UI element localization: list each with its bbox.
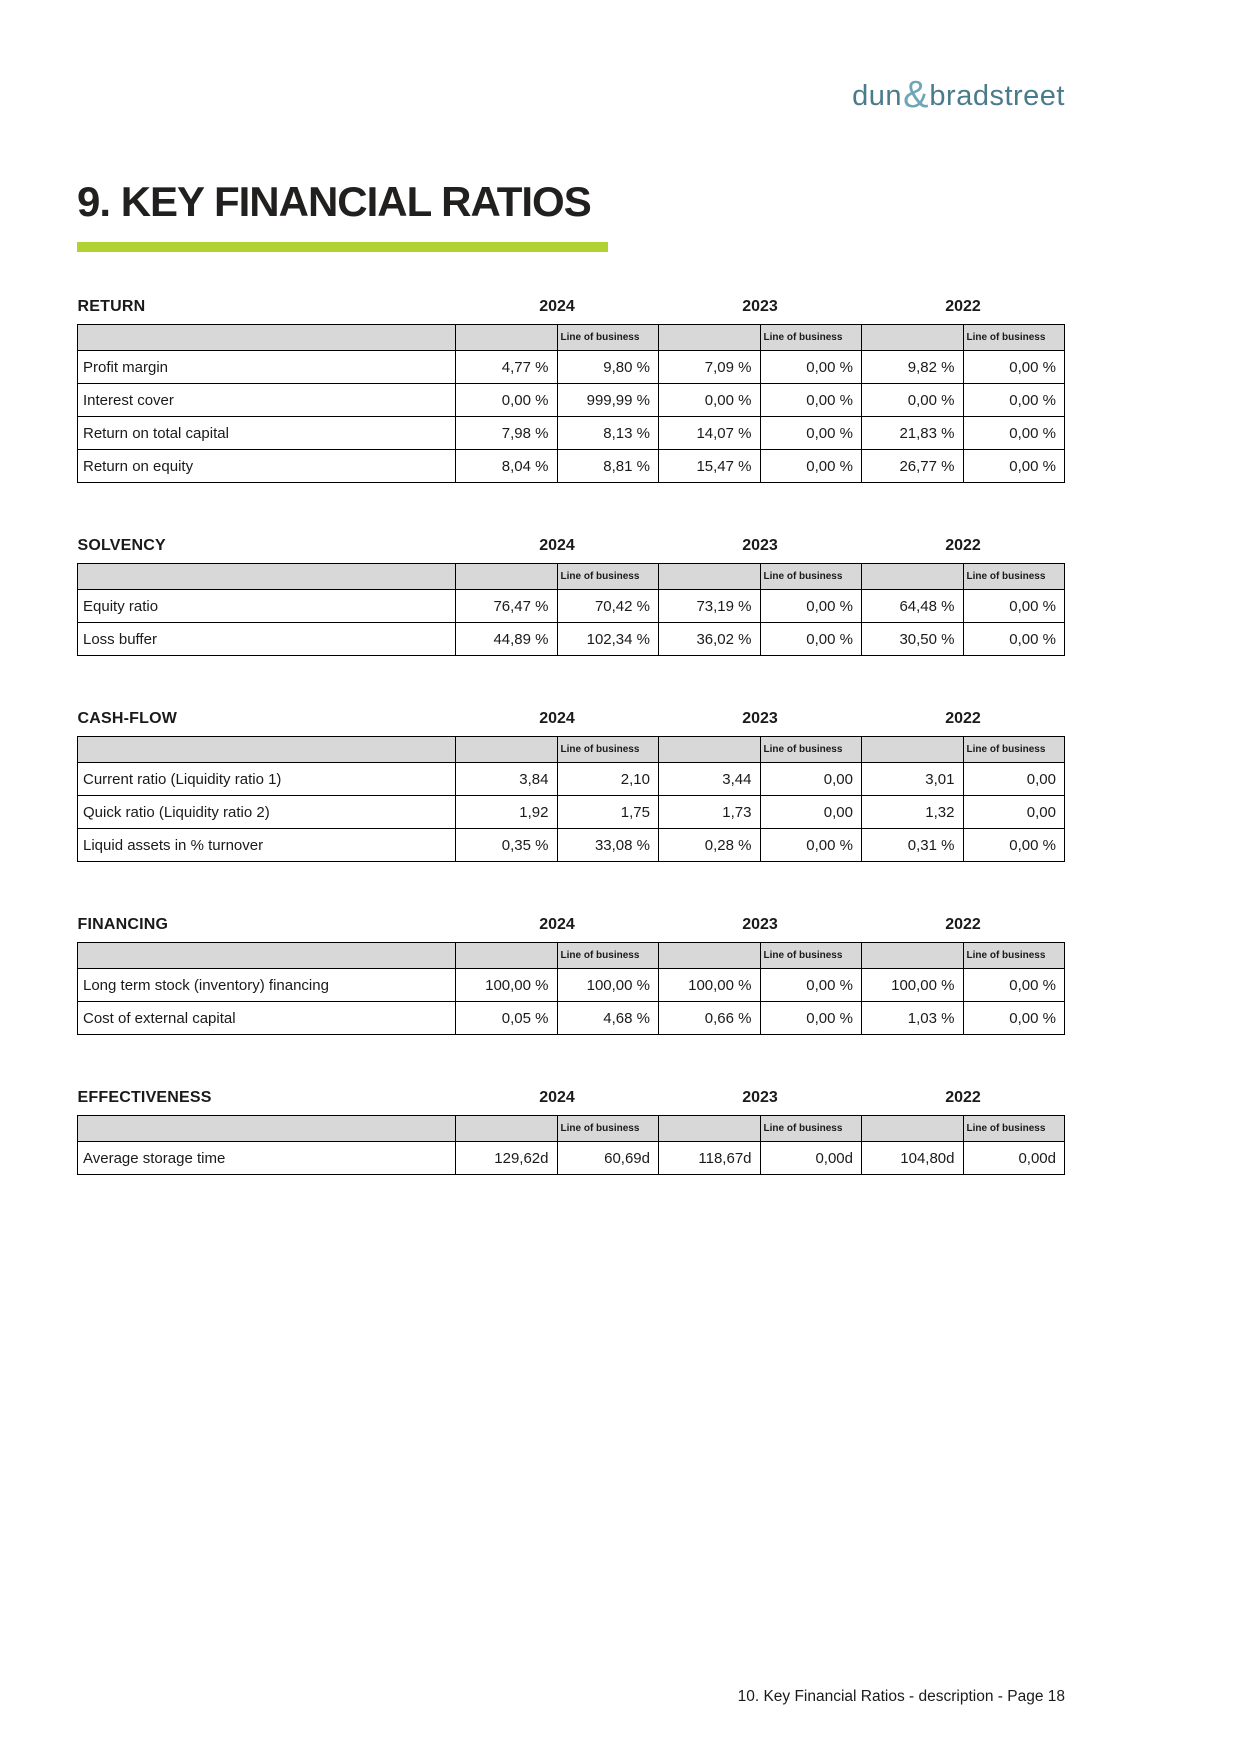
value-cell: 0,00 % <box>760 384 862 417</box>
value-cell: 129,62d <box>456 1142 558 1175</box>
blank-header-cell <box>659 1116 761 1142</box>
section-header-row <box>78 916 1065 943</box>
value-cell: 33,08 % <box>557 829 659 862</box>
value-cell: 1,32 <box>862 796 964 829</box>
value-cell: 14,07 % <box>659 417 761 450</box>
year-header: 2023 <box>742 537 778 554</box>
line-of-business-header: Line of business <box>557 325 659 351</box>
table-row <box>78 623 1065 656</box>
value-cell: 0,00 % <box>963 623 1065 656</box>
value-cell: 100,00 % <box>557 969 659 1002</box>
line-of-business-header: Line of business <box>760 325 862 351</box>
year-header: 2022 <box>945 916 981 933</box>
year-header: 2022 <box>945 1089 981 1106</box>
page-title: 9. KEY FINANCIAL RATIOS <box>77 178 591 225</box>
row-label: Loss buffer <box>78 623 456 656</box>
table-row <box>78 1142 1065 1175</box>
value-cell: 0,00 % <box>963 384 1065 417</box>
value-cell: 100,00 % <box>456 969 558 1002</box>
table-row <box>78 590 1065 623</box>
page-footer: 10. Key Financial Ratios - description - Page 18 <box>737 1688 1065 1705</box>
value-cell: 73,19 % <box>659 590 761 623</box>
value-cell: 15,47 % <box>659 450 761 483</box>
value-cell: 0,00 % <box>963 1002 1065 1035</box>
value-cell: 60,69d <box>557 1142 659 1175</box>
value-cell: 8,04 % <box>456 450 558 483</box>
value-cell: 9,80 % <box>557 351 659 384</box>
value-cell: 7,98 % <box>456 417 558 450</box>
blank-header-cell <box>78 564 456 590</box>
line-of-business-header: Line of business <box>963 943 1065 969</box>
blank-header-cell <box>456 737 558 763</box>
year-header: 2024 <box>539 710 575 727</box>
blank-header-cell <box>862 325 964 351</box>
blank-header-cell <box>659 564 761 590</box>
line-of-business-header: Line of business <box>760 1116 862 1142</box>
year-header: 2023 <box>742 298 778 315</box>
value-cell: 4,68 % <box>557 1002 659 1035</box>
year-header: 2023 <box>742 916 778 933</box>
value-cell: 104,80d <box>862 1142 964 1175</box>
line-of-business-header: Line of business <box>557 943 659 969</box>
row-label: Quick ratio (Liquidity ratio 2) <box>78 796 456 829</box>
value-cell: 1,75 <box>557 796 659 829</box>
accent-bar <box>77 242 608 252</box>
value-cell: 0,00 % <box>659 384 761 417</box>
line-of-business-header: Line of business <box>760 737 862 763</box>
column-header-row <box>78 564 1065 590</box>
value-cell: 0,00 <box>963 763 1065 796</box>
logo-word-bradstreet: bradstreet <box>929 80 1065 112</box>
blank-header-cell <box>862 564 964 590</box>
value-cell: 8,81 % <box>557 450 659 483</box>
line-of-business-header: Line of business <box>963 325 1065 351</box>
table-row <box>78 351 1065 384</box>
value-cell: 30,50 % <box>862 623 964 656</box>
value-cell: 3,01 <box>862 763 964 796</box>
value-cell: 0,00 % <box>760 1002 862 1035</box>
value-cell: 100,00 % <box>862 969 964 1002</box>
line-of-business-header: Line of business <box>557 1116 659 1142</box>
value-cell: 0,00 <box>760 763 862 796</box>
value-cell: 64,48 % <box>862 590 964 623</box>
value-cell: 3,84 <box>456 763 558 796</box>
blank-header-cell <box>659 325 761 351</box>
value-cell: 0,00 % <box>760 590 862 623</box>
column-header-row <box>78 325 1065 351</box>
line-of-business-header: Line of business <box>760 564 862 590</box>
value-cell: 9,82 % <box>862 351 964 384</box>
line-of-business-header: Line of business <box>557 564 659 590</box>
line-of-business-header: Line of business <box>963 564 1065 590</box>
dnb-logo <box>852 72 1065 115</box>
blank-header-cell <box>78 325 456 351</box>
blank-header-cell <box>456 1116 558 1142</box>
blank-header-cell <box>78 943 456 969</box>
value-cell: 0,00 % <box>760 417 862 450</box>
row-label: Current ratio (Liquidity ratio 1) <box>78 763 456 796</box>
value-cell: 0,00 % <box>862 384 964 417</box>
table-row <box>78 763 1065 796</box>
year-header: 2022 <box>945 710 981 727</box>
table-row <box>78 384 1065 417</box>
column-header-row <box>78 737 1065 763</box>
value-cell: 0,00 % <box>963 351 1065 384</box>
row-label: Liquid assets in % turnover <box>78 829 456 862</box>
section-title: FINANCING <box>77 916 169 933</box>
section-title: EFFECTIVENESS <box>77 1089 212 1106</box>
value-cell: 0,00d <box>760 1142 862 1175</box>
table-row <box>78 417 1065 450</box>
table-financing <box>77 916 1065 1035</box>
value-cell: 0,00 % <box>963 417 1065 450</box>
value-cell: 70,42 % <box>557 590 659 623</box>
blank-header-cell <box>862 737 964 763</box>
value-cell: 0,66 % <box>659 1002 761 1035</box>
value-cell: 102,34 % <box>557 623 659 656</box>
value-cell: 0,00 <box>963 796 1065 829</box>
section-header-row <box>78 710 1065 737</box>
year-header: 2024 <box>539 1089 575 1106</box>
tables-container <box>77 298 1065 1175</box>
value-cell: 0,00 % <box>760 623 862 656</box>
year-header: 2023 <box>742 710 778 727</box>
year-header: 2022 <box>945 537 981 554</box>
table-row <box>78 829 1065 862</box>
row-label: Return on equity <box>78 450 456 483</box>
blank-header-cell <box>862 943 964 969</box>
value-cell: 0,00 % <box>760 450 862 483</box>
section-title: CASH-FLOW <box>77 710 178 727</box>
ampersand-icon: & <box>903 74 929 116</box>
value-cell: 0,31 % <box>862 829 964 862</box>
value-cell: 1,03 % <box>862 1002 964 1035</box>
section-title: RETURN <box>77 298 146 315</box>
value-cell: 0,00 % <box>963 450 1065 483</box>
row-label: Cost of external capital <box>78 1002 456 1035</box>
blank-header-cell <box>78 737 456 763</box>
logo-row <box>77 72 1065 116</box>
year-header: 2024 <box>539 537 575 554</box>
year-header: 2023 <box>742 1089 778 1106</box>
blank-header-cell <box>659 737 761 763</box>
value-cell: 0,00 % <box>456 384 558 417</box>
value-cell: 1,73 <box>659 796 761 829</box>
value-cell: 2,10 <box>557 763 659 796</box>
blank-header-cell <box>456 943 558 969</box>
line-of-business-header: Line of business <box>963 1116 1065 1142</box>
table-solvency <box>77 537 1065 656</box>
value-cell: 0,00 % <box>760 829 862 862</box>
year-header: 2022 <box>945 298 981 315</box>
logo-word-dun: dun <box>852 80 903 112</box>
value-cell: 8,13 % <box>557 417 659 450</box>
column-header-row <box>78 1116 1065 1142</box>
value-cell: 0,00 % <box>963 590 1065 623</box>
blank-header-cell <box>78 1116 456 1142</box>
value-cell: 0,28 % <box>659 829 761 862</box>
value-cell: 1,92 <box>456 796 558 829</box>
line-of-business-header: Line of business <box>760 943 862 969</box>
value-cell: 118,67d <box>659 1142 761 1175</box>
value-cell: 999,99 % <box>557 384 659 417</box>
table-cash-flow <box>77 710 1065 862</box>
value-cell: 0,05 % <box>456 1002 558 1035</box>
blank-header-cell <box>456 564 558 590</box>
row-label: Interest cover <box>78 384 456 417</box>
value-cell: 7,09 % <box>659 351 761 384</box>
line-of-business-header: Line of business <box>557 737 659 763</box>
value-cell: 76,47 % <box>456 590 558 623</box>
row-label: Long term stock (inventory) financing <box>78 969 456 1002</box>
section-title: SOLVENCY <box>77 537 166 554</box>
value-cell: 36,02 % <box>659 623 761 656</box>
value-cell: 44,89 % <box>456 623 558 656</box>
column-header-row <box>78 943 1065 969</box>
table-effectiveness <box>77 1089 1065 1175</box>
row-label: Profit margin <box>78 351 456 384</box>
line-of-business-header: Line of business <box>963 737 1065 763</box>
value-cell: 0,35 % <box>456 829 558 862</box>
year-header: 2024 <box>539 916 575 933</box>
blank-header-cell <box>862 1116 964 1142</box>
value-cell: 3,44 <box>659 763 761 796</box>
table-row <box>78 796 1065 829</box>
value-cell: 0,00 % <box>963 969 1065 1002</box>
value-cell: 4,77 % <box>456 351 558 384</box>
table-row <box>78 450 1065 483</box>
value-cell: 100,00 % <box>659 969 761 1002</box>
value-cell: 0,00 % <box>760 351 862 384</box>
section-header-row <box>78 298 1065 325</box>
table-return <box>77 298 1065 483</box>
value-cell: 0,00 % <box>963 829 1065 862</box>
value-cell: 0,00d <box>963 1142 1065 1175</box>
section-header-row <box>78 1089 1065 1116</box>
row-label: Equity ratio <box>78 590 456 623</box>
table-row <box>78 969 1065 1002</box>
value-cell: 0,00 % <box>760 969 862 1002</box>
value-cell: 26,77 % <box>862 450 964 483</box>
row-label: Average storage time <box>78 1142 456 1175</box>
blank-header-cell <box>456 325 558 351</box>
row-label: Return on total capital <box>78 417 456 450</box>
section-header-row <box>78 537 1065 564</box>
blank-header-cell <box>659 943 761 969</box>
table-row <box>78 1002 1065 1035</box>
value-cell: 21,83 % <box>862 417 964 450</box>
value-cell: 0,00 <box>760 796 862 829</box>
year-header: 2024 <box>539 298 575 315</box>
